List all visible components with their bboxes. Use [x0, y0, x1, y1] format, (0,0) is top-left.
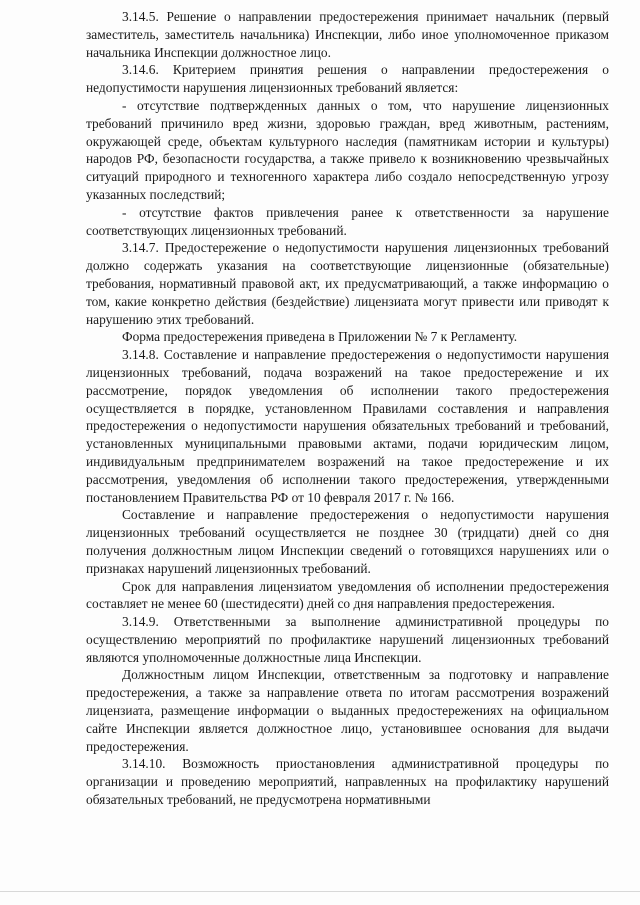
criterion-item-2: - отсутствие фактов привлечения ранее к ответственности за нарушение соответствующих лицензионных требований. — [86, 204, 609, 238]
paragraph-deadline-60-days: Срок для направления лицензиатом уведомления об исполнении предостережения составляет не менее 60 (шестидесяти) дней со дня направления предостережения. — [86, 578, 609, 612]
paragraph-3-14-10: 3.14.10. Возможность приостановления административной процедуры по организации и проведению мероприятий, направленных на профилактику нарушений обязательных требований, не предусмотрена нормативными — [86, 756, 609, 808]
document-body — [86, 8, 609, 809]
criterion-item-1: - отсутствие подтвержденных данных о том, что нарушение лицензионных требований причинило вред жизни, здоровью граждан, вред животным, растениям, окружающей среде, объектам культурного наследия (памятникам истории и культуры) народов РФ, безопасности государства, а также привело к возникновению чрезвычайных ситуаций природного и техногенного характера либо создало непосредственную угрозу указанных последствий; — [86, 97, 609, 202]
paragraph-deadline-30-days: Составление и направление предостережения о недопустимости нарушения лицензионных требований осуществляется не позднее 30 (тридцати) дней со дня получения должностным лицом Инспекции сведений о готовящихся нарушениях или о признаках нарушений лицензионных требований. — [86, 507, 609, 576]
page-bottom-edge — [0, 891, 640, 892]
paragraph-3-14-6: 3.14.6. Критерием принятия решения о направлении предостережения о недопустимости нарушения лицензионных требований является: — [86, 62, 609, 96]
paragraph-3-14-8: 3.14.8. Составление и направление предостережения о недопустимости нарушения лицензионных требований, подача возражений на такое предостережение и их рассмотрение, порядок уведомления об исполнении такого предостережения осуществляется в порядке, установленном Правилами составления и направления предостережения о недопустимости нарушения обязательных требований и требований, установленных муниципальными правовыми актами, подачи юридическим лицом, индивидуальным предпринимателем возражений на такое предостережение и их рассмотрения, уведомления об исполнении такого предостережения, утвержденными постановлением Правительства РФ от 10 февраля 2017 г. № 166. — [86, 347, 609, 505]
paragraph-3-14-7: 3.14.7. Предостережение о недопустимости нарушения лицензионных требований должно содержать указания на соответствующие лицензионные (обязательные) требования, нормативный правовой акт, их предусматривающий, а также информацию о том, какие конкретно действия (бездействие) лицензиата могут привести или приводят к нарушению этих требований. — [86, 240, 609, 327]
paragraph-3-14-5: 3.14.5. Решение о направлении предостережения принимает начальник (первый заместитель, заместитель начальника) Инспекции, либо иное уполномоченное приказом начальника Инспекции должностное лицо. — [86, 9, 609, 60]
paragraph-responsible-official: Должностным лицом Инспекции, ответственным за подготовку и направление предостережения, а также за направление ответа по итогам рассмотрения возражений лицензиата, размещение информации о выданных предостережениях на официальном сайте Инспекции является должностное лицо, установившее основания для выдачи предостережения. — [86, 667, 609, 754]
paragraph-3-14-9: 3.14.9. Ответственными за выполнение административной процедуры по осуществлению мероприятий по профилактике нарушений лицензионных требований являются уполномоченные должностные лица Инспекции. — [86, 614, 609, 665]
paragraph-form-reference: Форма предостережения приведена в Приложении № 7 к Регламенту. — [122, 329, 518, 345]
